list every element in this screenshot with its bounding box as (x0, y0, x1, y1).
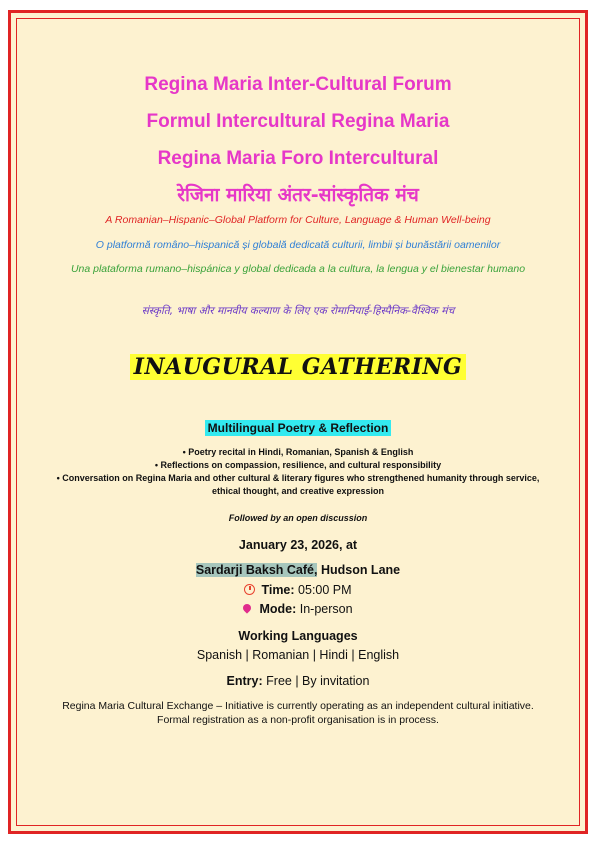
poster-content (16, 18, 580, 826)
bullet-item: • Conversation on Regina Maria and other cultural & literary figures who strengthened humanity through service, ethical thought, and creative expression (56, 473, 540, 496)
entry-info (16, 674, 580, 688)
mode-label: Mode: (259, 602, 297, 616)
footer-line-2: Formal registration as a non-profit organisation is in process. (157, 714, 439, 726)
multilingual-poetry-subheading: Multilingual Poetry & Reflection (205, 420, 392, 436)
footer-note (16, 699, 580, 727)
footer-line-1: Regina Maria Cultural Exchange – Initiative is currently operating as an independent cultural initiative. (62, 700, 534, 712)
tagline-english: A Romanian–Hispanic–Global Platform for Culture, Language & Human Well-being (105, 214, 491, 226)
location-pin-icon (242, 602, 253, 613)
event-time (16, 583, 580, 597)
time-label: Time: (261, 583, 295, 597)
venue-highlight: Sardarji Baksh Café, (195, 563, 318, 577)
title-english: Regina Maria Inter-Cultural Forum (144, 74, 452, 95)
event-venue (16, 563, 580, 577)
inaugural-gathering-heading: INAUGURAL GATHERING (130, 354, 467, 380)
working-languages-title: Working Languages (238, 629, 358, 643)
tagline-romanian: O platformă româno–hispanică și globală dedicată culturii, limbii și bunăstării oamenilor (95, 239, 501, 251)
bullet-item: • Poetry recital in Hindi, Romanian, Spanish & English (182, 447, 414, 457)
event-mode (16, 602, 580, 616)
tagline-hindi: संस्कृति, भाषा और मानवीय कल्याण के लिए एक रोमानियाई-हिस्पैनिक-वैश्विक मंच (141, 305, 455, 317)
subheading-wrap (16, 419, 580, 437)
time-value: 05:00 PM (294, 583, 352, 597)
entry-value: Free | By invitation (262, 674, 370, 688)
working-languages-list: Spanish | Romanian | Hindi | English (196, 648, 400, 662)
tagline-spanish: Una plataforma rumano–hispánica y global dedicada a la cultura, la lengua y el bienestar humano (70, 263, 526, 275)
venue-rest: Hudson Lane (317, 563, 401, 577)
mode-value: In-person (296, 602, 353, 616)
alarm-clock-icon (244, 584, 255, 595)
followed-by-text: Followed by an open discussion (228, 513, 368, 523)
bullet-item: • Reflections on compassion, resilience, and cultural responsibility (154, 460, 442, 470)
event-date: January 23, 2026, at (238, 538, 358, 552)
title-hindi: रेजिना मारिया अंतर-सांस्कृतिक मंच (177, 184, 419, 206)
heading-wrap (16, 354, 580, 380)
title-romanian: Formul Intercultural Regina Maria (146, 111, 450, 132)
title-spanish: Regina Maria Foro Intercultural (157, 148, 439, 169)
program-bullets (16, 446, 580, 498)
entry-label: Entry: (226, 674, 263, 688)
